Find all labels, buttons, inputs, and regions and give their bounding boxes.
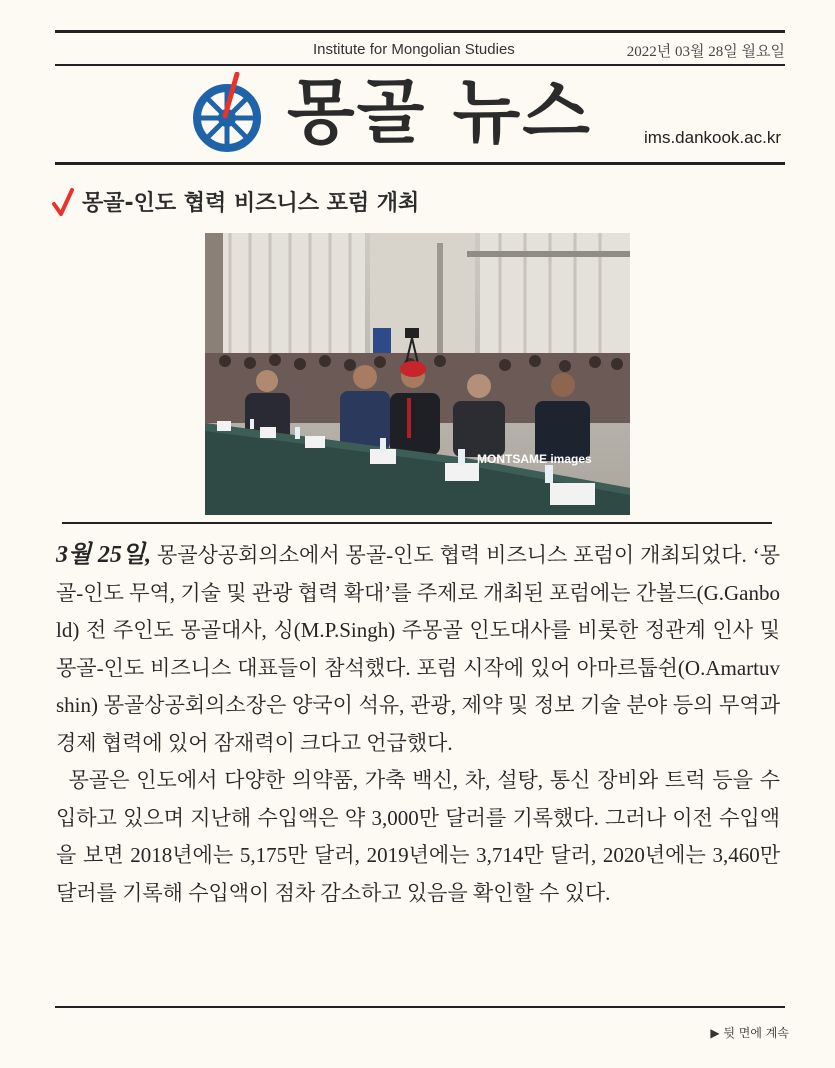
article-paragraph-2: 몽골은 인도에서 다양한 의약품, 가축 백신, 차, 설탕, 통신 장비와 트럭 등을 수입하고 있으며 지난해 수입액은 약 3,000만 달러를 기록했다. 그러나 이전 수입액을 보면 2018년에는 5,175만 달러, 2019년에는 3,714만 달러, 2020년에는 3,460만 달러를 기록해 수입액이 점차 감소하고 있음을 확인할 수 있다. [56, 768, 780, 905]
photo-watermark: MONTSAME images [477, 452, 592, 466]
article-paragraph-1-text: 몽골상공회의소에서 몽골-인도 협력 비즈니스 포럼이 개최되었다. ‘몽골-인도 무역, 기술 및 관광 협력 확대’를 주제로 개최된 포럼에는 간볼드(G.Ganbold) 전 주인도 몽골대사, 싱(M.P.Singh) 주몽골 인도대사를 비롯한 정관계 인사 및 몽골-인도 비즈니스 대표들이 참석했다. 포럼 시작에 있어 아마르툽쉰(O.Amartuvshin) 몽골상공회의소장은 양국이 석유, 관광, 제약 및 정보 기술 분야 등의 무역과 경제 협력에 있어 잠재력이 크다고 언급했다. [56, 543, 780, 755]
institute-logo-icon [191, 72, 263, 156]
article-lead-date: 3월 25일, [56, 542, 152, 568]
headline-text: 몽골-인도 협력 비즈니스 포럼 개최 [82, 191, 420, 216]
website-url[interactable]: ims.dankook.ac.kr [644, 128, 781, 147]
newsletter-title: 몽골 뉴스 [287, 71, 592, 153]
masthead [55, 66, 785, 162]
institute-name: Institute for Mongolian Studies [313, 41, 515, 58]
masthead-divider [55, 162, 785, 165]
top-rule [55, 30, 785, 33]
issue-date: 2022년 03월 28일 월요일 [626, 44, 785, 60]
article-paragraph-1 [56, 537, 780, 762]
article-body [56, 537, 780, 912]
top-info-bar [55, 38, 785, 64]
checkmark-icon [52, 188, 74, 218]
footer-divider [55, 1006, 785, 1008]
article-divider [62, 522, 772, 524]
continue-note: ▶ 뒷 면에 계속 [710, 1026, 789, 1040]
forum-photo [205, 233, 630, 515]
